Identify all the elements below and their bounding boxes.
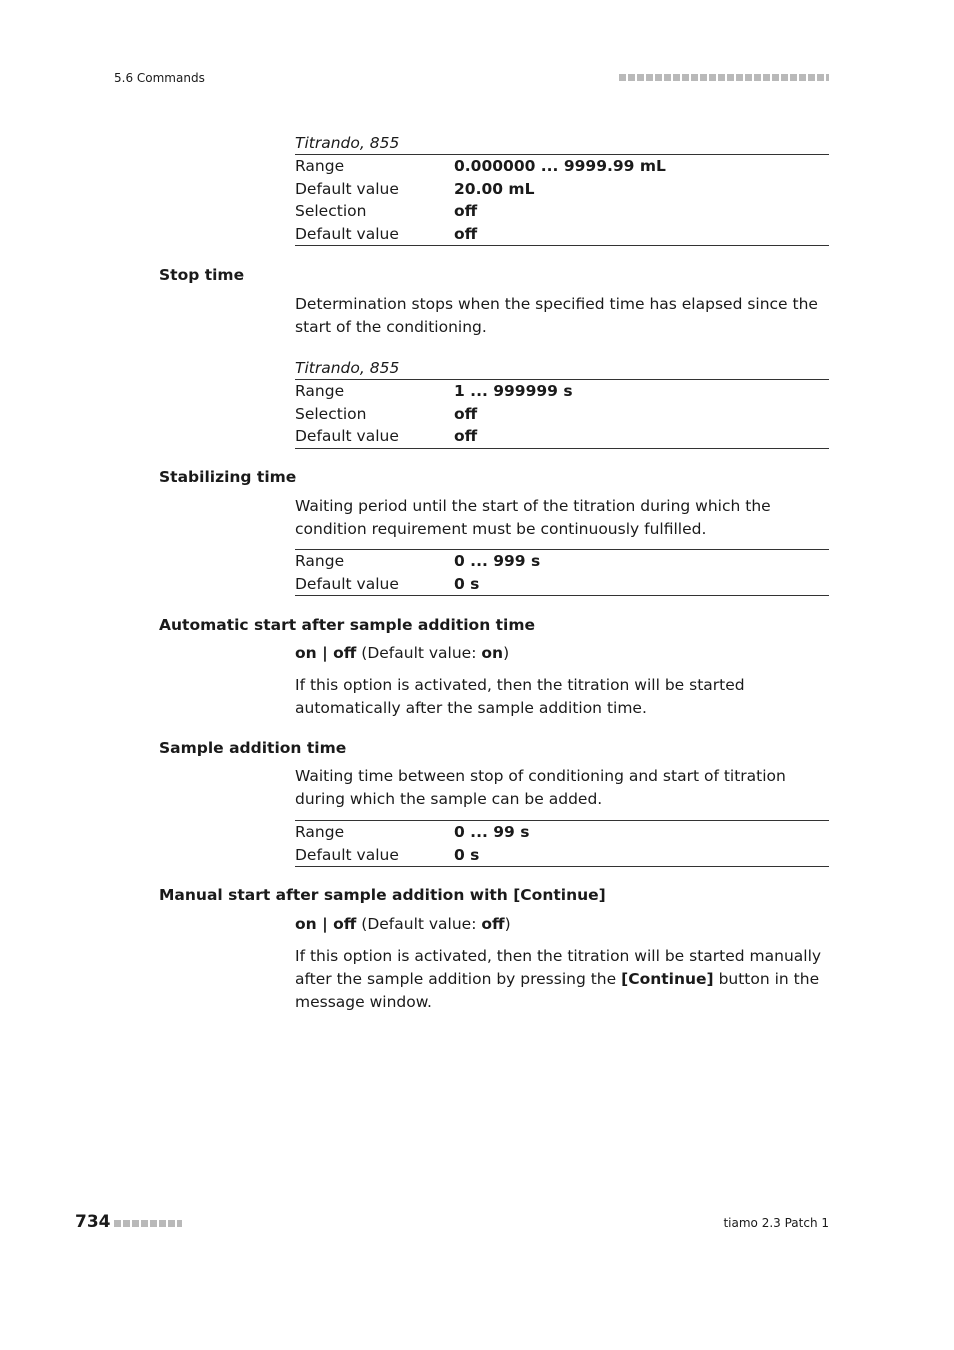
table-row: Range 0 ... 99 s — [295, 823, 530, 841]
table-row: Default value off — [295, 427, 478, 445]
table-row: Range 0.000000 ... 9999.99 mL — [295, 157, 666, 175]
table-caption: Titrando, 855 — [295, 359, 400, 377]
manual-start-description: If this option is activated, then the titration will be started manually after the sample addition by pressing the [Continue] button in the message window. — [295, 947, 822, 1011]
parameter-table-stop-time — [295, 357, 829, 449]
header-decoration — [619, 74, 829, 81]
table-row: Selection off — [295, 202, 478, 220]
table-row: Range 0 ... 999 s — [295, 552, 541, 570]
parameter-table-sample-addition-time — [295, 820, 829, 867]
stabilizing-time-description: Waiting period until the start of the titration during which the condition requirement must be continuously fulfilled. — [295, 497, 771, 538]
table-row: Default value off — [295, 224, 478, 243]
table-row: Default value 0 s — [295, 845, 480, 864]
table-body — [295, 379, 829, 449]
automatic-start-options: on | off (Default value: on) — [295, 644, 510, 662]
parameter-table-volume — [295, 132, 829, 246]
table-body — [295, 549, 829, 596]
heading-stabilizing-time: Stabilizing time — [159, 468, 297, 486]
table-row: Default value 20.00 mL — [295, 179, 535, 198]
heading-automatic-start: Automatic start after sample addition time — [159, 616, 536, 634]
heading-manual-start: Manual start after sample addition with [Continue] — [159, 886, 606, 904]
automatic-start-description: If this option is activated, then the titration will be started automatically after the sample addition time. — [295, 676, 745, 717]
page-number: 734 — [75, 1212, 111, 1232]
footer-decoration — [114, 1220, 182, 1227]
heading-sample-addition-time: Sample addition time — [159, 739, 347, 757]
sample-addition-time-description: Waiting time between stop of conditioning and start of titration during which the sample can be added. — [295, 767, 786, 808]
heading-stop-time: Stop time — [159, 266, 245, 284]
table-body — [295, 820, 829, 867]
table-caption: Titrando, 855 — [295, 134, 400, 152]
table-row: Range 1 ... 999999 s — [295, 382, 573, 400]
table-row: Selection off — [295, 404, 478, 423]
continue-button-reference: [Continue] — [621, 969, 714, 988]
stop-time-description: Determination stops when the specified time has elapsed since the start of the conditioning. — [295, 295, 818, 336]
running-header-section: 5.6 Commands — [114, 71, 205, 85]
table-body — [295, 154, 829, 246]
table-row: Default value 0 s — [295, 574, 480, 593]
parameter-table-stabilizing-time — [295, 549, 829, 596]
manual-start-options: on | off (Default value: off) — [295, 915, 511, 933]
footer-product: tiamo 2.3 Patch 1 — [723, 1216, 829, 1230]
